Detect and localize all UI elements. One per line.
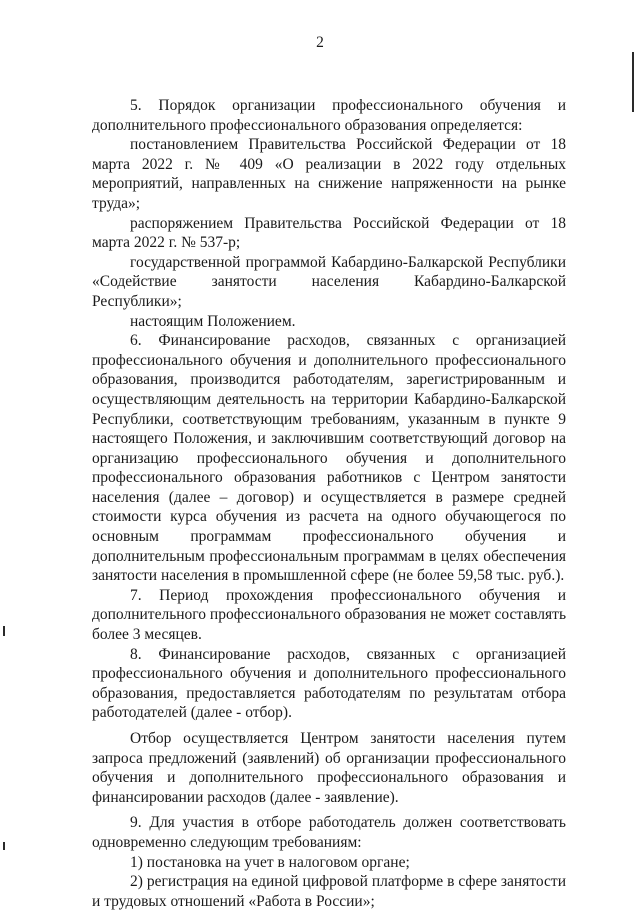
paragraph-selection: Отбор осуществляется Центром занятости населения путем запроса предложений (заявлений) об организации профессионального обучения и дополнительного профессионального образования и финансировании расходов (далее - заявление). xyxy=(92,730,566,806)
paragraph-order-537: распоряжением Правительства Российской Федерации от 18 марта 2022 г. № 537-р; xyxy=(92,214,566,252)
requirement-1: 1) постановка на учет в налоговом органе; xyxy=(130,853,410,871)
scan-edge-mark-left-upper xyxy=(3,626,5,636)
paragraph-this-regulation: настоящим Положением. xyxy=(130,312,296,330)
paragraph-8: 8. Финансирование расходов, связанных с организацией профессионального обучения и дополнительного профессионального образования, предоставляется работодателям по результатам отбора работодателей (далее - отбор). xyxy=(92,645,566,722)
paragraph-5: 5. Порядок организации профессионального обучения и дополнительного профессионального образования определяется: xyxy=(92,97,566,134)
scan-edge-line-right xyxy=(632,52,634,112)
paragraph-7: 7. Период прохождения профессионального обучения и дополнительного профессионального образования не может составлять более 3 месяцев. xyxy=(92,586,567,644)
paragraph-9: 9. Для участия в отборе работодатель должен соответствовать одновременно следующим требованиям: xyxy=(92,814,566,851)
scan-edge-mark-left-lower xyxy=(3,842,5,850)
page-number: 2 xyxy=(316,34,324,51)
requirement-2: 2) регистрация на единой цифровой платформе в сфере занятости и трудовых отношений «Работа в России»; xyxy=(92,873,566,910)
paragraph-resolution-409: постановлением Правительства Российской Федерации от 18 марта 2022 г. № 409 «О реализации в 2022 году отдельных мероприятий, направленных на снижение напряженности на рынке труда»; xyxy=(92,136,566,212)
paragraph-6: 6. Финансирование расходов, связанных с организацией профессионального обучения и дополнительного профессионального образования, производится работодателям, зарегистрированным и осуществляющим деятельность на территории Кабардино-Балкарской Республики, соответствующим требованиям, указанным в пункте 9 настоящего Положения, и заключившим соответствующий договор на организацию профессионального обучения и дополнительного профессионального образования работников с Центром занятости населения (далее – договор) и осуществляется в размере средней стоимости курса обучения из расчета на одного обучающегося по основным программам профессионального обучения и дополнительным профессиональным программам в целях обеспечения занятости населения в промышленной сфере (не более 59,58 тыс. руб.). xyxy=(92,332,566,585)
document-body xyxy=(92,96,566,911)
paragraph-state-program: государственной программой Кабардино-Балкарской Республики «Содействие занятости населения Кабардино-Балкарской Республики»; xyxy=(92,253,566,310)
